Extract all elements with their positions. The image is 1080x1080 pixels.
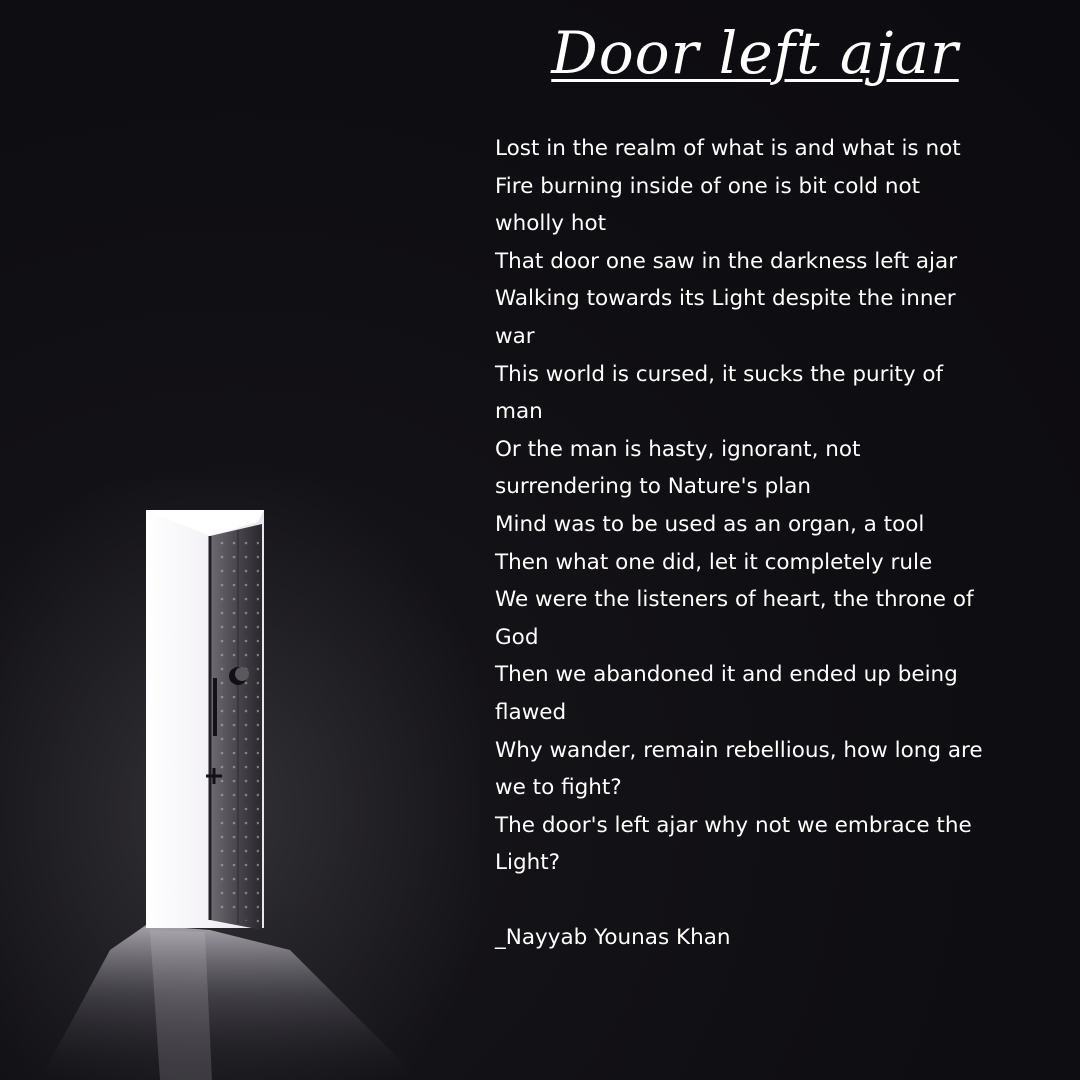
poem-line: Mind was to be used as an organ, a tool [495, 511, 925, 537]
poem-line: flawed [495, 699, 567, 725]
poem-line: Light? [495, 850, 561, 876]
poem-line: The door's left ajar why not we embrace the [495, 812, 972, 838]
door-reflection [150, 930, 212, 1080]
poem-line: God [495, 624, 539, 650]
poem-line: war [495, 323, 535, 349]
poem-line: Walking towards its Light despite the inner [495, 286, 956, 312]
poem-line: Then what one did, let it completely rule [495, 549, 933, 575]
door-illustration [0, 480, 480, 1080]
poem-line: Fire burning inside of one is bit cold not [495, 173, 921, 199]
poem-body [495, 130, 1055, 957]
poem-author: _Nayyab Younas Khan [495, 925, 731, 951]
poem-line: wholly hot [495, 211, 607, 237]
poem-line: we to fight? [495, 775, 622, 801]
poem-line: Lost in the realm of what is and what is not [495, 136, 961, 161]
poem-line: Or the man is hasty, ignorant, not [495, 436, 861, 462]
door-handle-bar [213, 678, 217, 736]
door-studs [213, 531, 259, 923]
poem-line: Then we abandoned it and ended up being [495, 662, 958, 688]
poem-line: surrendering to Nature's plan [495, 474, 812, 500]
poem-line: man [495, 399, 543, 425]
poem-title: Door left ajar [551, 19, 959, 87]
poem-line: That door one saw in the darkness left ajar [495, 248, 958, 274]
stanza-gap [495, 882, 1055, 920]
poem-line: Why wander, remain rebellious, how long are [495, 737, 983, 763]
poem-line: We were the listeners of heart, the throne of [495, 587, 974, 613]
poem-line: This world is cursed, it sucks the purity of [495, 361, 944, 387]
